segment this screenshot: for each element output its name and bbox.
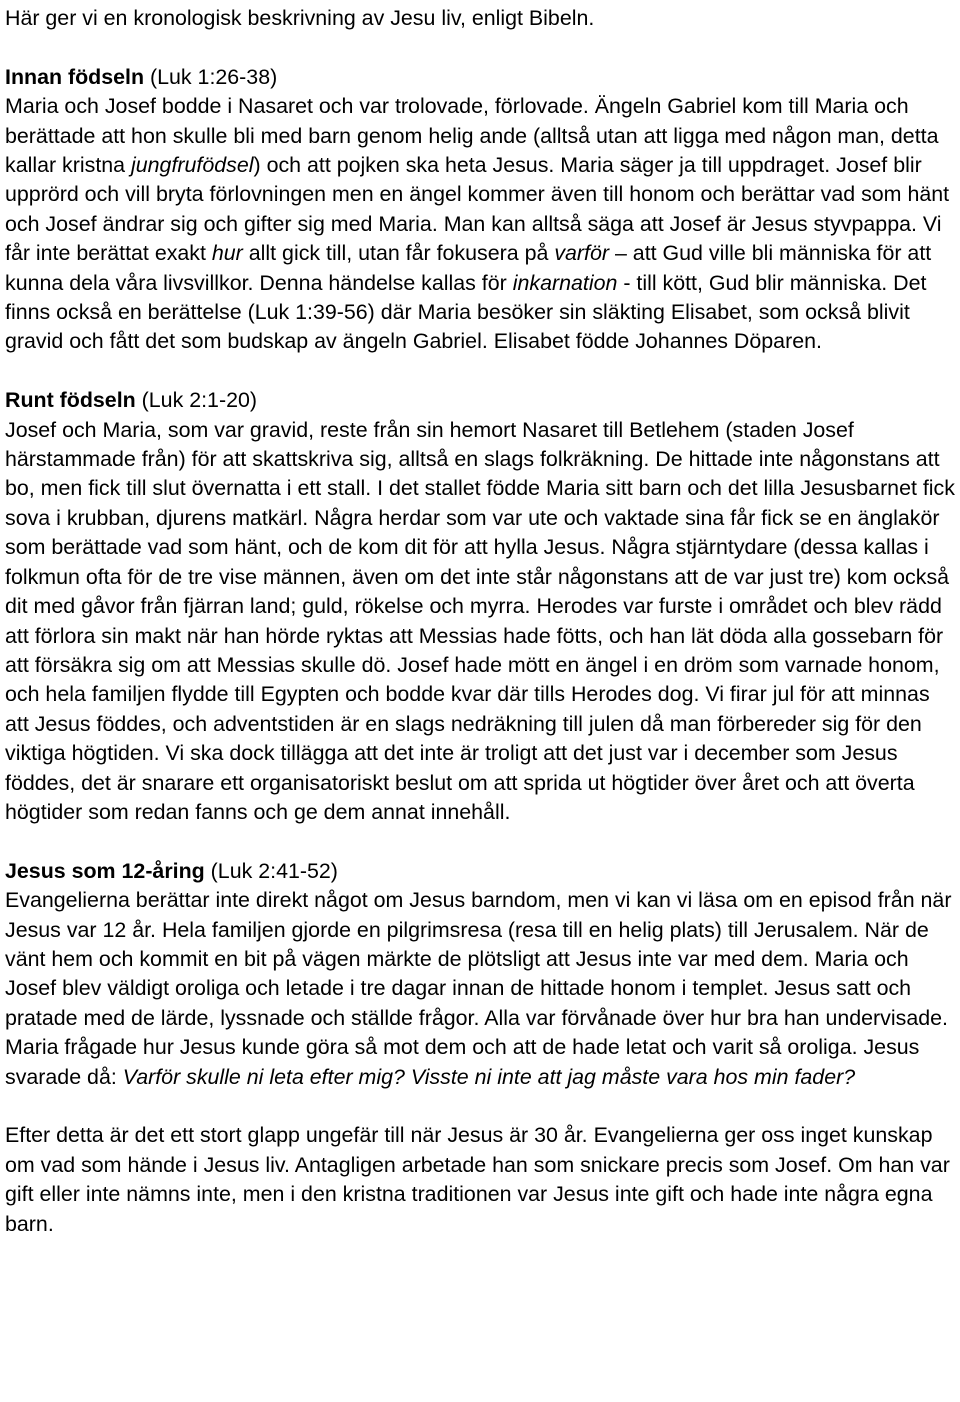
quote-text: Varför skulle ni leta efter mig? Visste ni inte att jag måste vara hos min fader? (122, 1064, 856, 1089)
body-text: ) och att pojken ska heta Jesus. Maria säger ja till uppdraget. Josef blir upprörd och vill bryta förlovningen men en ängel kommer även till honom och berättar vad som hänt och Josef ändrar sig och gifter sig med Maria. Man kan alltså säga att Josef är Jesus styvpappa. Vi får inte berättat exakt (5, 153, 950, 266)
section-body: Josef och Maria, som var gravid, reste från sin hemort Nasaret till Betlehem (staden Josef härstammade från) för att skattskriva sig, alltså en slags folkräkning. De hittade inte någonstans att bo, men fick till slut övernatta i ett stall. I det stallet födde Maria sitt barn och det lilla Jesusbarnet fick sova i krubban, djurens matkärl. Några herdar som var ute och vaktade sina får fick se en änglakör som berättade vad som hänt, och de kom dit för att hylla Jesus. Några stjärntydare (dessa kallas i folkmun ofta för de tre vise männen, även om det inte står någonstans att de var just tre) kom också dit med gåvor från fjärran land; guld, rökelse och myrra. Herodes var furste i området och blev rädd att förlora sin makt när han hörde ryktas att Messias hade fötts, och han lät döda alla gossebarn för att försäkra sig om att Messias skulle dö. Josef hade mött en ängel i en dröm som varnade honom, och hela familjen flydde till Egypten och bodde kvar där tills Herodes dog. Vi firar jul för att minnas att Jesus föddes, och adventstiden är en slags nedräkning till julen då man förbereder sig för den viktiga högtiden. Vi ska dock tillägga att det inte är troligt att det just var i december som Jesus föddes, det är snarare ett organisatoriskt beslut om att sprida ut högtider över året och att överta högtider som redan fanns och ge dem annat innehåll. (5, 417, 955, 824)
section-title: Runt födseln (5, 388, 136, 413)
section-title: Innan födseln (5, 64, 145, 89)
section-reference: (Luk 1:26-38) (144, 64, 278, 89)
intro-paragraph: Här ger vi en kronologisk beskrivning av Jesu liv, enligt Bibeln. (5, 6, 595, 30)
section-heading (5, 386, 958, 415)
section-around-birth (5, 386, 958, 827)
body-text: allt gick till, utan får fokusera på (242, 241, 555, 266)
section-body (5, 92, 958, 357)
body-text: Maria och Josef bodde i Nasaret och var trolovade, förlovade. Ängeln Gabriel kom till Maria och berättade att hon skulle bli med barn genom helig ande (alltså utan att ligga med någon man, detta kallar kristna (5, 94, 939, 178)
section-before-birth (5, 63, 958, 357)
emphasis-text: jungfrufödsel (131, 153, 254, 178)
section-reference: (Luk 2:1-20) (135, 388, 257, 413)
section-heading (5, 63, 958, 92)
emphasis-text: varför (554, 241, 610, 266)
body-text: - till kött, Gud blir människa. Det finns också en berättelse (Luk 1:39-56) där Maria besöker sin släkting Elisabet, som också blivit gravid och fått det som budskap av ängeln Gabriel. Elisabet födde Johannes Döparen. (5, 270, 927, 354)
closing-paragraph: Efter detta är det ett stort glapp ungefär till när Jesus är 30 år. Evangelierna ger oss inget kunskap om vad som hände i Jesus liv. Antagligen arbetade han som snickare precis som Josef. Om han var gift eller inte nämns inte, men i den kristna traditionen var Jesus inte gift och hade inte några egna barn. (5, 1123, 950, 1236)
section-reference: (Luk 2:41-52) (204, 858, 338, 883)
emphasis-text: inkarnation (512, 270, 618, 295)
section-heading (5, 857, 958, 886)
section-title: Jesus som 12-åring (5, 858, 205, 883)
section-body (5, 886, 958, 1092)
section-jesus-12 (5, 857, 958, 1092)
emphasis-text: hur (211, 241, 243, 266)
body-text: – att Gud ville bli människa för att kunna dela våra livsvillkor. Denna händelse kallas för (5, 241, 932, 295)
body-text: Evangelierna berättar inte direkt något om Jesus barndom, men vi kan vi läsa om en episod från när Jesus var 12 år. Hela familjen gjorde en pilgrimsresa (resa till en helig plats) till Jerusalem. När de vänt hem och kommit en bit på vägen märkte de plötsligt att Jesus inte var med dem. Maria och Josef blev väldigt oroliga och letade i tre dagar innan de hittade honom i templet. Jesus satt och pratade med de lärde, lyssnade och ställde frågor. Alla var förvånade över hur bra han undervisade. Maria frågade hur Jesus kunde göra så mot dem och att de hade letat och varit så oroliga. Jesus svarade då: (5, 888, 952, 1089)
